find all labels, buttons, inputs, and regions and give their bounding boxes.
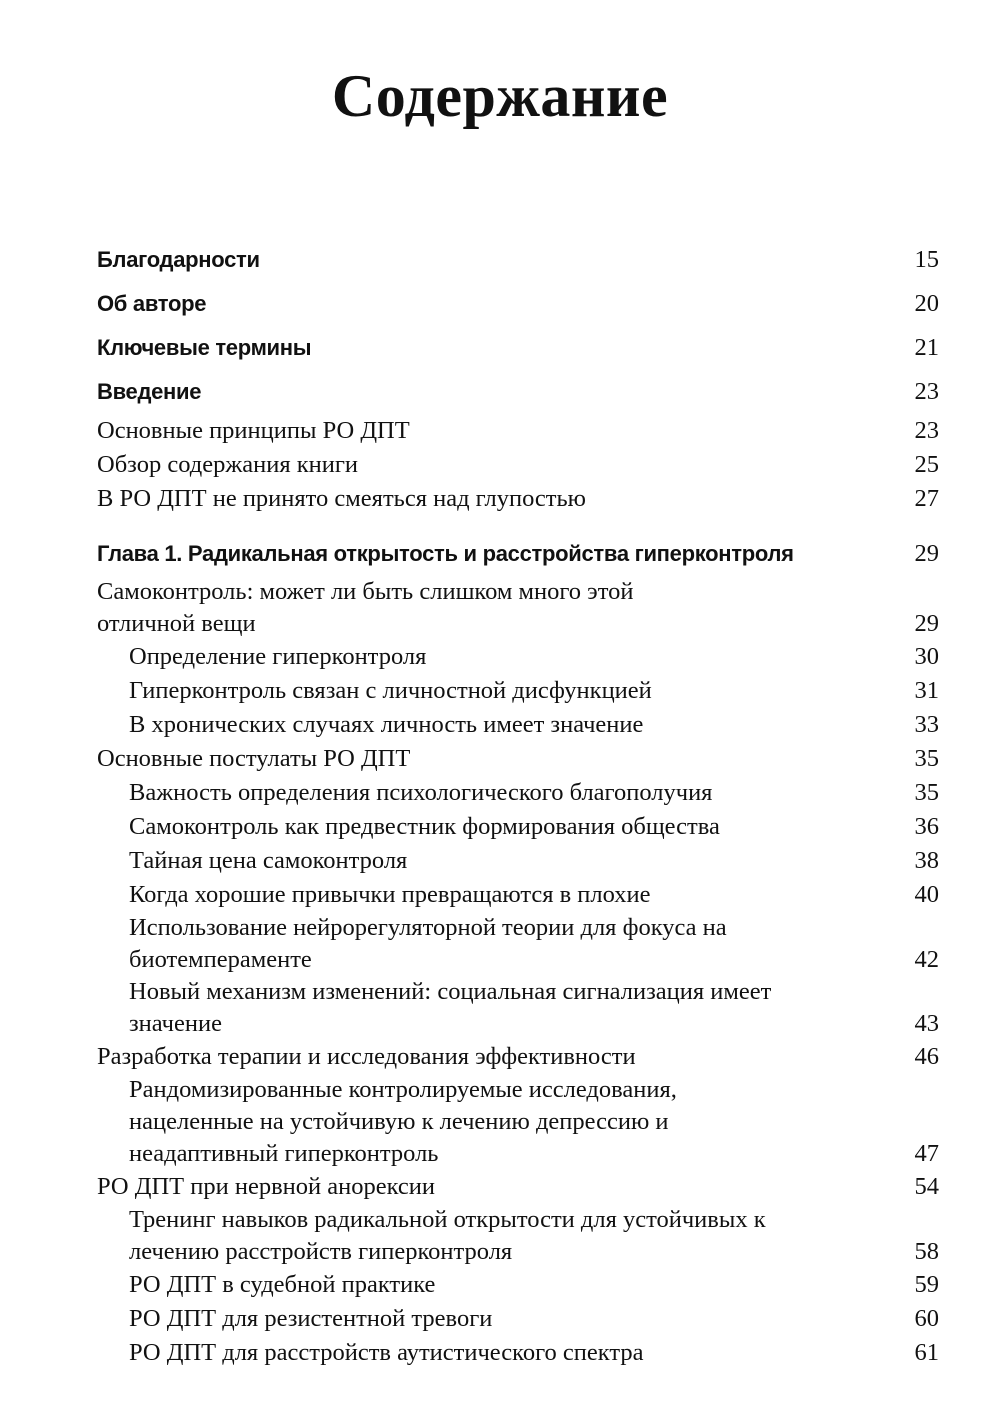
toc-entry-page: 30 (914, 643, 939, 670)
toc-entry-page: 43 (914, 1010, 939, 1037)
toc-entry-page: 60 (914, 1305, 939, 1332)
toc-entry-title: Ключевые термины (97, 335, 312, 360)
toc-entry[interactable] (97, 1170, 939, 1204)
toc-entry-page: 47 (914, 1140, 939, 1167)
toc-entry-title: Новый механизм изменений: социальная сигнализация имеет значение (129, 978, 772, 1037)
toc-entry-page: 59 (914, 1271, 939, 1298)
toc-entry[interactable] (97, 708, 939, 742)
toc-entry-title: Самоконтроль как предвестник формирования общества (129, 813, 720, 840)
toc-entry-title: Гиперконтроль связан с личностной дисфункцией (129, 677, 652, 704)
toc-entry-title: Тренинг навыков радикальной открытости для устойчивых к лечению расстройств гиперконтроля (129, 1206, 766, 1265)
toc-entry-title: РО ДПТ для расстройств аутистического спектра (129, 1339, 644, 1366)
toc-entry-title: РО ДПТ при нервной анорексии (97, 1173, 435, 1200)
toc-entry-page: 33 (914, 711, 939, 738)
toc-entry[interactable] (97, 912, 939, 976)
toc-entry[interactable] (97, 414, 939, 448)
toc-entry-page: 23 (914, 378, 939, 405)
toc-entry[interactable] (97, 810, 939, 844)
toc-entry-title: В хронических случаях личность имеет значение (129, 711, 644, 738)
toc-entry-page: 35 (914, 745, 939, 772)
toc-entry[interactable] (97, 1074, 939, 1170)
toc-entry-page: 35 (914, 779, 939, 806)
toc-entry-title: Основные принципы РО ДПТ (97, 417, 410, 444)
toc-entry-title: Определение гиперконтроля (129, 643, 427, 670)
toc-entry[interactable] (97, 448, 939, 482)
toc-entry-page: 42 (914, 946, 939, 973)
toc-entry-page: 58 (914, 1238, 939, 1265)
toc-entry-title: Разработка терапии и исследования эффективности (97, 1043, 636, 1070)
toc-entry-page: 27 (914, 485, 939, 512)
toc-entry[interactable] (97, 1040, 939, 1074)
toc-entry[interactable] (97, 238, 939, 282)
toc-entry[interactable] (97, 482, 939, 516)
toc-entry-title: Важность определения психологического благополучия (129, 779, 713, 806)
toc-entry-title: Благодарности (97, 247, 260, 272)
toc-entry-title: Обзор содержания книги (97, 451, 359, 478)
toc-entry[interactable] (97, 878, 939, 912)
toc-entry-page: 31 (914, 677, 939, 704)
toc-entry[interactable] (97, 742, 939, 776)
toc-entry-title: Рандомизированные контролируемые исследования, нацеленные на устойчивую к лечению депрессию и неадаптивный гиперконтроль (129, 1076, 677, 1167)
toc-entry-title: Тайная цена самоконтроля (129, 847, 408, 874)
toc-entry-page: 36 (914, 813, 939, 840)
toc-entry[interactable] (97, 1204, 939, 1268)
toc-entry-title: Самоконтроль: может ли быть слишком много этой отличной вещи (97, 578, 634, 637)
toc-entry-page: 21 (914, 334, 939, 361)
toc-entry[interactable] (97, 1302, 939, 1336)
toc-entry-page: 38 (914, 847, 939, 874)
toc-entry[interactable] (97, 1268, 939, 1302)
toc-entry-title: Введение (97, 379, 202, 404)
toc-entry[interactable] (97, 640, 939, 674)
toc-entry-title: В РО ДПТ не принято смеяться над глупостью (97, 485, 586, 512)
toc-entry-page: 29 (914, 610, 939, 637)
toc-list (97, 238, 939, 1370)
toc-entry-title: Использование нейрорегуляторной теории для фокуса на биотемпераменте (129, 914, 727, 973)
page-title: Содержание (331, 63, 669, 129)
toc-entry[interactable] (97, 976, 939, 1040)
toc-entry-page: 20 (914, 290, 939, 317)
toc-entry[interactable] (97, 326, 939, 370)
toc-entry[interactable] (97, 776, 939, 810)
toc-entry[interactable] (97, 844, 939, 878)
toc-entry-page: 46 (914, 1043, 939, 1070)
toc-entry[interactable] (97, 282, 939, 326)
toc-entry-page: 15 (914, 246, 939, 273)
toc-entry[interactable] (97, 1336, 939, 1370)
toc-entry-title: РО ДПТ для резистентной тревоги (129, 1305, 493, 1332)
toc-entry-page: 54 (914, 1173, 939, 1200)
toc-entry[interactable] (97, 370, 939, 414)
toc-entry-page: 40 (914, 881, 939, 908)
toc-entry-title: Об авторе (97, 291, 207, 316)
toc-entry[interactable] (97, 674, 939, 708)
toc-entry-title: Глава 1. Радикальная открытость и расстройства гиперконтроля (97, 541, 794, 566)
toc-entry[interactable] (97, 576, 939, 640)
toc-entry-page: 61 (914, 1339, 939, 1366)
toc-entry-page: 23 (914, 417, 939, 444)
toc-entry-title: Основные постулаты РО ДПТ (97, 745, 411, 772)
toc-entry-title: РО ДПТ в судебной практике (129, 1271, 436, 1298)
toc-entry-page: 29 (914, 540, 939, 567)
toc-entry-page: 25 (914, 451, 939, 478)
toc-chapter-entry[interactable] (97, 532, 939, 576)
toc-entry-title: Когда хорошие привычки превращаются в плохие (129, 881, 651, 908)
